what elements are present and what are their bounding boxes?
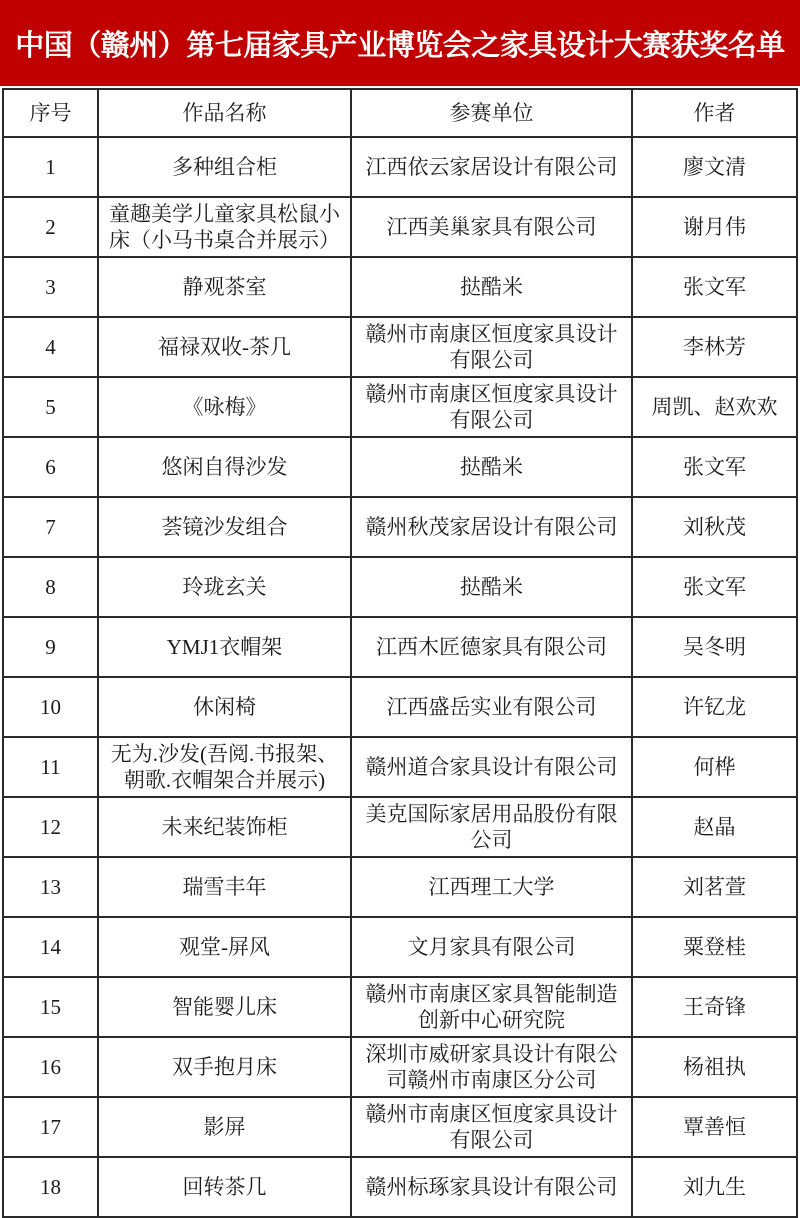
cell-no: 15 [3,977,98,1037]
cell-work: 观堂-屏风 [98,917,351,977]
cell-author: 何桦 [632,737,797,797]
cell-author: 覃善恒 [632,1097,797,1157]
cell-author: 周凯、赵欢欢 [632,377,797,437]
cell-author: 赵晶 [632,797,797,857]
cell-unit: 赣州道合家具设计有限公司 [351,737,632,797]
cell-work: 未来纪装饰柜 [98,797,351,857]
cell-author: 许钇龙 [632,677,797,737]
cell-unit: 江西木匠德家具有限公司 [351,617,632,677]
table-row [3,1037,797,1097]
cell-no: 9 [3,617,98,677]
cell-unit: 江西理工大学 [351,857,632,917]
cell-work: 智能婴儿床 [98,977,351,1037]
table-row [3,857,797,917]
table-row [3,917,797,977]
cell-unit: 江西盛岳实业有限公司 [351,677,632,737]
cell-unit: 赣州市南康区恒度家具设计有限公司 [351,317,632,377]
table-body [3,137,797,1217]
cell-no: 8 [3,557,98,617]
header-row [3,89,797,137]
table-row [3,197,797,257]
col-header-author: 作者 [632,89,797,137]
col-header-no: 序号 [3,89,98,137]
table-row [3,617,797,677]
cell-unit: 赣州秋茂家居设计有限公司 [351,497,632,557]
cell-no: 5 [3,377,98,437]
table-header [3,89,797,137]
cell-no: 2 [3,197,98,257]
table-row [3,1157,797,1217]
cell-author: 王奇锋 [632,977,797,1037]
table-row [3,677,797,737]
cell-no: 4 [3,317,98,377]
cell-work: 休闲椅 [98,677,351,737]
cell-work: 回转茶几 [98,1157,351,1217]
table-row [3,497,797,557]
cell-author: 刘茗萱 [632,857,797,917]
cell-author: 廖文清 [632,137,797,197]
cell-unit: 赣州市南康区恒度家具设计有限公司 [351,377,632,437]
cell-no: 16 [3,1037,98,1097]
cell-no: 7 [3,497,98,557]
table-row [3,737,797,797]
table-row [3,1097,797,1157]
cell-work: 荟镜沙发组合 [98,497,351,557]
cell-no: 11 [3,737,98,797]
cell-author: 张文军 [632,257,797,317]
table-row [3,977,797,1037]
cell-work: 童趣美学儿童家具松鼠小床（小马书桌合并展示） [98,197,351,257]
cell-author: 李林芳 [632,317,797,377]
cell-unit: 文月家具有限公司 [351,917,632,977]
cell-no: 13 [3,857,98,917]
cell-no: 1 [3,137,98,197]
table-row [3,137,797,197]
cell-unit: 美克国际家居用品股份有限公司 [351,797,632,857]
cell-author: 张文军 [632,557,797,617]
cell-no: 10 [3,677,98,737]
col-header-work: 作品名称 [98,89,351,137]
cell-author: 张文军 [632,437,797,497]
award-table [2,88,798,1218]
cell-no: 6 [3,437,98,497]
cell-no: 17 [3,1097,98,1157]
cell-author: 刘秋茂 [632,497,797,557]
cell-work: 玲珑玄关 [98,557,351,617]
cell-unit: 挞酷米 [351,437,632,497]
cell-unit: 挞酷米 [351,257,632,317]
cell-work: 静观茶室 [98,257,351,317]
cell-author: 吴冬明 [632,617,797,677]
title-banner [0,0,800,86]
cell-unit: 赣州市南康区恒度家具设计有限公司 [351,1097,632,1157]
cell-work: 《咏梅》 [98,377,351,437]
cell-unit: 江西美巢家具有限公司 [351,197,632,257]
cell-author: 粟登桂 [632,917,797,977]
cell-no: 14 [3,917,98,977]
cell-work: 悠闲自得沙发 [98,437,351,497]
cell-work: 双手抱月床 [98,1037,351,1097]
cell-unit: 赣州市南康区家具智能制造创新中心研究院 [351,977,632,1037]
table-row [3,377,797,437]
table-row [3,317,797,377]
cell-author: 刘九生 [632,1157,797,1217]
cell-no: 12 [3,797,98,857]
cell-work: 福禄双收-茶几 [98,317,351,377]
table-row [3,797,797,857]
cell-work: 多种组合柜 [98,137,351,197]
table-row [3,257,797,317]
cell-no: 3 [3,257,98,317]
cell-work: 无为.沙发(吾阅.书报架、朝歌.衣帽架合并展示) [98,737,351,797]
cell-unit: 深圳市威研家具设计有限公司赣州市南康区分公司 [351,1037,632,1097]
cell-author: 杨祖执 [632,1037,797,1097]
cell-no: 18 [3,1157,98,1217]
cell-unit: 江西依云家居设计有限公司 [351,137,632,197]
table-row [3,437,797,497]
col-header-unit: 参赛单位 [351,89,632,137]
cell-work: 瑞雪丰年 [98,857,351,917]
cell-work: 影屏 [98,1097,351,1157]
page-title: 中国（赣州）第七届家具产业博览会之家具设计大赛获奖名单 [15,29,785,62]
cell-work: YMJ1衣帽架 [98,617,351,677]
cell-unit: 挞酷米 [351,557,632,617]
cell-unit: 赣州标琢家具设计有限公司 [351,1157,632,1217]
cell-author: 谢月伟 [632,197,797,257]
table-row [3,557,797,617]
